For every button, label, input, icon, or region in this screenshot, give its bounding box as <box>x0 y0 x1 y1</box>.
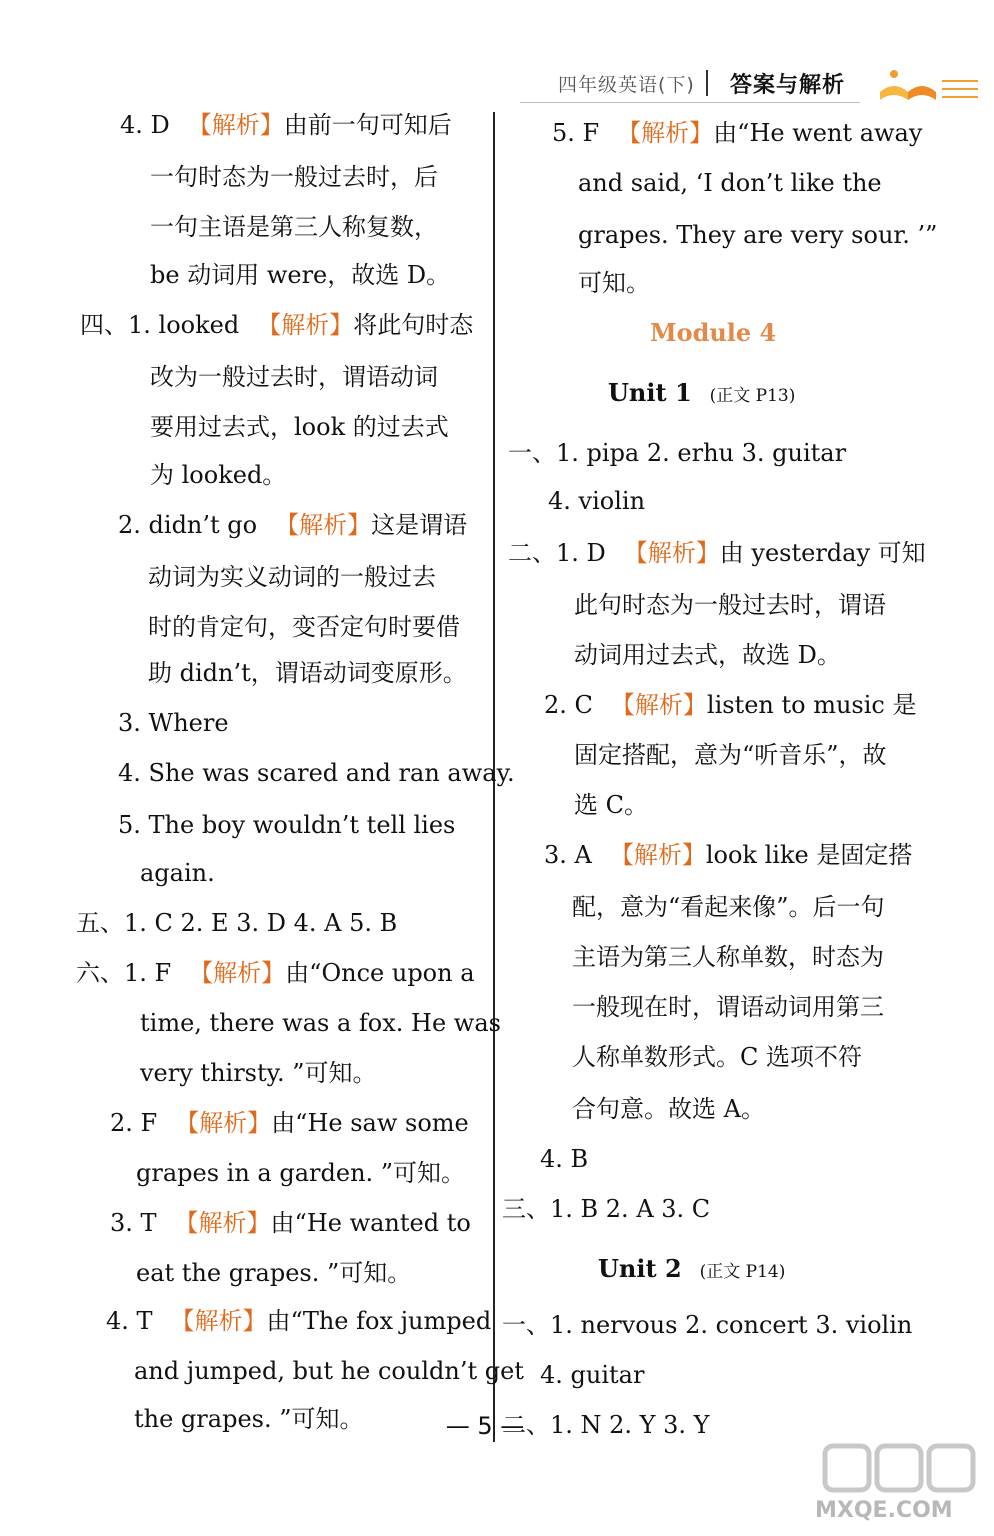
answer-text: 合句意。故选 A。 <box>572 1095 765 1123</box>
answer-line <box>574 590 886 620</box>
answer-text: 时的肯定句，变否定句时要借 <box>148 613 460 641</box>
answer-number: 四、1. looked <box>80 311 240 339</box>
answer-text: 4. She was scared and ran away. <box>118 759 515 787</box>
answer-text: grapes in a garden. ”可知。 <box>136 1159 466 1187</box>
answer-text: listen to music 是 <box>706 691 917 719</box>
header-rule <box>520 102 860 103</box>
answer-text: 4. violin <box>548 487 646 515</box>
answer-text: 要用过去式，look 的过去式 <box>150 413 449 441</box>
answer-text: 一、1. nervous 2. concert 3. violin <box>502 1311 913 1339</box>
answer-text: 一句时态为一般过去时，后 <box>150 163 438 191</box>
answer-line <box>150 162 438 192</box>
answer-line <box>502 1194 710 1224</box>
answer-text: be 动词用 were，故选 D。 <box>150 261 451 289</box>
answer-line <box>148 658 467 688</box>
answer-line <box>150 362 438 392</box>
answer-text: 这是谓语 <box>371 511 468 539</box>
answer-line <box>76 908 397 938</box>
analysis-tag: 【解析】 <box>609 841 706 869</box>
answer-line <box>552 118 922 148</box>
answer-line <box>578 168 882 198</box>
answer-number: 六、1. F <box>76 959 172 987</box>
answer-text: 由“He went away <box>713 119 923 147</box>
answer-line <box>572 942 884 972</box>
answer-number: 5. F <box>552 119 600 147</box>
analysis-tag: 【解析】 <box>275 511 372 539</box>
answer-line <box>540 1144 588 1174</box>
answer-text: 配，意为“看起来像”。后一句 <box>572 893 885 921</box>
answer-number: 2. didn’t go <box>118 511 258 539</box>
answer-text: 三、1. B 2. A 3. C <box>502 1195 711 1223</box>
answer-line <box>136 1158 465 1188</box>
answer-line <box>118 510 467 540</box>
header-separator <box>706 70 708 96</box>
section-heading <box>598 1254 785 1283</box>
book-logo-icon <box>872 62 982 106</box>
answer-line <box>508 538 926 568</box>
answer-number: 二、1. D <box>508 539 606 567</box>
answer-line <box>134 1404 364 1434</box>
grade-label: 四年级英语(下) <box>558 74 695 96</box>
answer-text: 由“He wanted to <box>270 1209 471 1237</box>
analysis-tag: 【解析】 <box>623 539 720 567</box>
answer-text: 主语为第三人称单数，时态为 <box>572 943 884 971</box>
answer-line <box>110 1208 471 1238</box>
answer-number: 4. T <box>106 1307 153 1335</box>
answer-line <box>106 1306 491 1336</box>
answer-text: 五、1. C 2. E 3. D 4. A 5. B <box>76 909 398 937</box>
answer-line <box>578 268 650 298</box>
section-title: 答案与解析 <box>730 73 846 98</box>
answer-text: 二、1. N 2. Y 3. Y <box>502 1411 710 1439</box>
heading-text: Unit 2 <box>598 1254 682 1283</box>
answer-text: 动词为实义动词的一般过去 <box>148 563 436 591</box>
answer-text: 可知。 <box>578 269 650 297</box>
heading-text: Unit 1 <box>608 378 692 407</box>
answer-text: look like 是固定搭 <box>705 841 913 869</box>
answer-text: 选 C。 <box>574 791 648 819</box>
answer-line <box>150 212 438 242</box>
answer-text: very thirsty. ”可知。 <box>140 1059 377 1087</box>
answer-line <box>572 1042 862 1072</box>
answer-line <box>508 438 846 468</box>
answer-text: 改为一般过去时，谓语动词 <box>150 363 438 391</box>
answer-text: and jumped, but he couldn’t get <box>134 1357 524 1385</box>
answer-line <box>502 1310 912 1340</box>
section-heading <box>608 378 795 407</box>
analysis-tag: 【解析】 <box>187 111 284 139</box>
answer-line <box>140 1058 377 1088</box>
answer-text: 一、1. pipa 2. erhu 3. guitar <box>508 439 847 467</box>
answer-line <box>544 840 912 870</box>
answer-text: 由 yesterday 可知 <box>719 539 926 567</box>
analysis-tag: 【解析】 <box>257 311 354 339</box>
answer-line <box>118 810 455 840</box>
answer-line <box>540 1360 644 1390</box>
answer-text: 3. Where <box>118 709 229 737</box>
analysis-tag: 【解析】 <box>617 119 714 147</box>
analysis-tag: 【解析】 <box>610 691 707 719</box>
answer-text: 由前一句可知后 <box>283 111 452 139</box>
answer-text: 固定搭配，意为“听音乐”，故 <box>574 741 887 769</box>
answer-number: 3. T <box>110 1209 157 1237</box>
answer-line <box>574 640 841 670</box>
answer-line <box>148 562 436 592</box>
answer-line <box>136 1258 411 1288</box>
answer-number: 2. C <box>544 691 593 719</box>
answer-text: 人称单数形式。C 选项不符 <box>572 1043 862 1071</box>
answer-text: 4. guitar <box>540 1361 645 1389</box>
answer-line <box>76 958 475 988</box>
answer-text: eat the grapes. ”可知。 <box>136 1259 412 1287</box>
answer-text: 助 didn’t，谓语动词变原形。 <box>148 659 467 687</box>
analysis-tag: 【解析】 <box>189 959 286 987</box>
section-heading <box>650 318 776 347</box>
answer-text: and said, ‘I don’t like the <box>578 169 882 197</box>
answer-text: 4. B <box>540 1145 589 1173</box>
answer-text: 为 looked。 <box>150 461 287 489</box>
answer-line <box>574 740 887 770</box>
answer-text: time, there was a fox. He was <box>140 1009 501 1037</box>
answer-number: 4. D <box>120 111 170 139</box>
watermark-text: MXQE.COM <box>815 1498 953 1523</box>
answer-line <box>574 790 648 820</box>
answer-number: 2. F <box>110 1109 158 1137</box>
answer-text: 5. The boy wouldn’t tell lies <box>118 811 456 839</box>
answer-line <box>150 260 450 290</box>
answer-text: 由“The fox jumped <box>266 1307 492 1335</box>
answer-text: again. <box>140 859 215 887</box>
answer-line <box>80 310 473 340</box>
answer-text: 一般现在时，谓语动词用第三 <box>572 993 884 1021</box>
answer-line <box>572 992 884 1022</box>
answer-text: 由“He saw some <box>271 1109 469 1137</box>
answer-line <box>140 1008 501 1038</box>
answer-line <box>134 1356 524 1386</box>
answer-line <box>150 412 449 442</box>
answer-line <box>148 612 460 642</box>
answer-number: 3. A <box>544 841 592 869</box>
answer-text: 由“Once upon a <box>285 959 475 987</box>
answer-line <box>572 1094 765 1124</box>
answer-text: the grapes. ”可知。 <box>134 1405 364 1433</box>
analysis-tag: 【解析】 <box>174 1209 271 1237</box>
answer-line <box>110 1108 469 1138</box>
page-header <box>520 62 990 106</box>
analysis-tag: 【解析】 <box>175 1109 272 1137</box>
answer-text: grapes. They are very sour. ’” <box>578 221 938 249</box>
answer-line <box>150 460 286 490</box>
watermark-logo <box>815 1440 985 1530</box>
answer-line <box>120 110 452 140</box>
answer-line <box>548 486 645 516</box>
answer-text: 一句主语是第三人称复数， <box>150 213 438 241</box>
answer-line <box>544 690 917 720</box>
page-reference: (正文 P13) <box>709 386 796 406</box>
page-number: — 5 — <box>445 1412 525 1440</box>
heading-text: Module 4 <box>650 318 777 347</box>
answer-line <box>118 758 515 788</box>
answer-text: 此句时态为一般过去时，谓语 <box>574 591 886 619</box>
page-reference: (正文 P14) <box>699 1262 786 1282</box>
answer-line <box>140 858 215 888</box>
answer-line <box>578 220 937 250</box>
answer-line <box>118 708 229 738</box>
watermark-stamp-icon <box>815 1440 985 1500</box>
answer-line <box>572 892 885 922</box>
answer-text: 动词用过去式，故选 D。 <box>574 641 841 669</box>
analysis-tag: 【解析】 <box>170 1307 267 1335</box>
answer-text: 将此句时态 <box>353 311 474 339</box>
